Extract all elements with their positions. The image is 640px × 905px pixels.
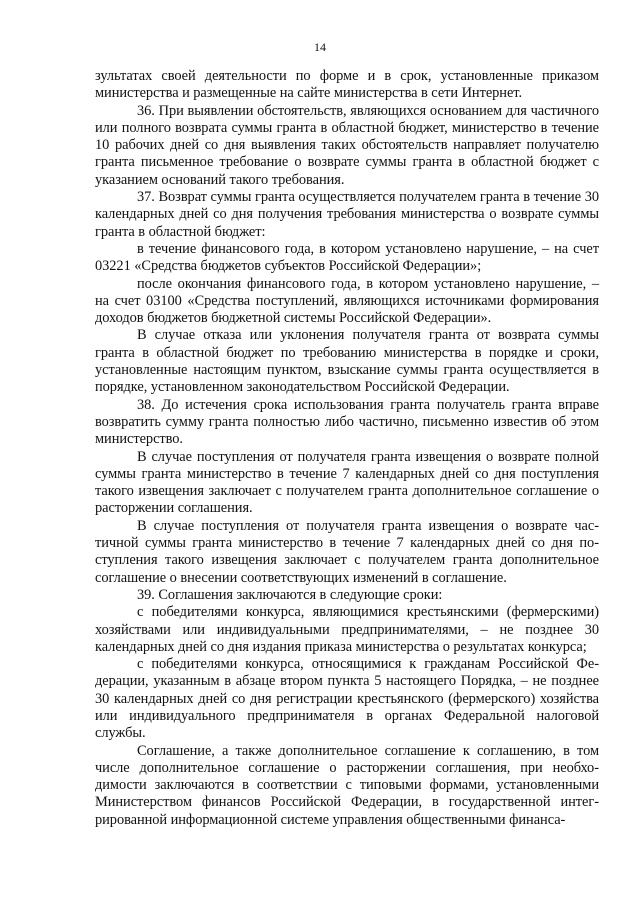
paragraph-account-03100: после окончания финансового года, в котором установлено нарушение, – на счет 03100 «Средства поступлений, являющихся источниками формирования доходов бюджетов бюджетной системы Российской Федерации». <box>95 275 599 327</box>
paragraph-item-39: 39. Соглашения заключаются в следующие сроки: <box>137 586 443 603</box>
paragraph-account-03221: в течение финансового года, в котором установлено нарушение, – на счет 03221 «Средства бюджетов субъектов Российской Федерации»; <box>95 240 599 275</box>
page-body <box>95 68 599 829</box>
paragraph-item-38: 38. До истечения срока использования гранта получатель гранта вправе возвратить сумму гранта полностью либо частично, письменно известив об этом министерство. <box>95 396 599 448</box>
paragraph-item-36: 36. При выявлении обстоятельств, являющихся основанием для частичного или полного возврата суммы гранта в областной бюджет, министерство в течение 10 рабочих дней со дня выявления таких обстоятельств направляет получателю гранта письменное требование о возврате суммы гранта в областной бюджет с указанием оснований такого требования. <box>95 102 599 188</box>
paragraph-farm-winners: с победителями конкурса, являющимися крестьянскими (фермерскими) хозяйствами или индивидуальными предпринимателями, – не позднее 30 календарных дней со дня издания приказа министерства о результатах конкурса; <box>95 604 599 655</box>
paragraph-item-37: 37. Возврат суммы гранта осуществляется получателем гранта в течение 30 календарных дней со дня получения требования министерства о возврате суммы гранта в областной бюджет: <box>95 189 599 240</box>
paragraph-partial-return: В случае поступления от получателя гранта извещения о возврате частичной суммы гранта министерство в течение 7 календарных дней со дня поступления такого извещения заключает с получателем гранта дополнительное соглашение о внесении соответствующих изменений в соглашение. <box>95 517 599 586</box>
page-number: 14 <box>314 40 326 54</box>
paragraph-citizen-winners: с победителями конкурса, относящимися к гражданам Российской Федерации, указанным в абзаце втором пункта 5 настоящего Порядка, – не позднее 30 календарных дней со дня регистрации крестьянского (фермерского) хозяйства или индивидуального предпринимателя в органах Федеральной налоговой службы. <box>95 656 599 742</box>
paragraph-full-return: В случае поступления от получателя гранта извещения о возврате полной суммы гранта министерство в течение 7 календарных дней со дня поступления такого извещения заключает с получателем гранта дополнительное соглашение о расторжении соглашения. <box>95 448 599 517</box>
paragraph-agreement-forms: Соглашение, а также дополнительное соглашение к соглашению, в том числе дополнительное соглашение о расторжении соглашения, при необходимости заключаются в соответствии с типовыми формами, установленными Министерством финансов Российской Федерации, в государственной интегрированной информационной системе управления общественными финанса- <box>95 742 599 828</box>
paragraph-continuation: зультатах своей деятельности по форме и в срок, установленные приказом министерства и размещенные на сайте министерства в сети Интернет. <box>95 68 599 102</box>
paragraph-refusal-recovery: В случае отказа или уклонения получателя гранта от возврата суммы гранта в областной бюджет по требованию министерства в порядке и сроки, установленные настоящим пунктом, взыскание суммы гранта осуществляется в порядке, установленном законодательством Российской Федерации. <box>95 327 599 396</box>
